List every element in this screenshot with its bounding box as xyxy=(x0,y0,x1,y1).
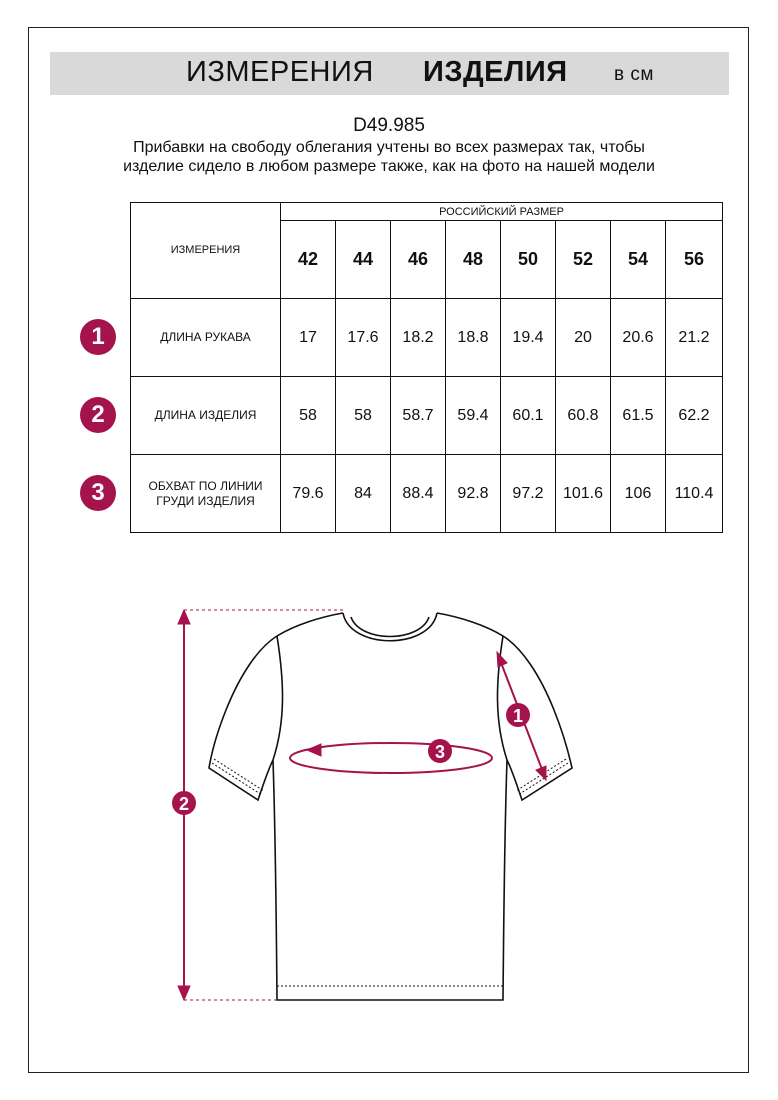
size-header: 52 xyxy=(556,221,611,299)
row-number-badge: 3 xyxy=(80,475,116,511)
table-cell: 20.6 xyxy=(611,299,666,377)
table-cell: 60.1 xyxy=(501,377,556,455)
fit-note: Прибавки на свободу облегания учтены во всех размерах так, чтобы изделие сидело в любом размере также, как на фото на нашей модели xyxy=(123,139,655,175)
row-number-badge: 1 xyxy=(80,319,116,355)
measurement-lines xyxy=(178,610,546,1000)
marker-label: 3 xyxy=(434,742,446,762)
table-cell: 110.4 xyxy=(666,455,723,533)
table-cell: 101.6 xyxy=(556,455,611,533)
corner-label: ИЗМЕРЕНИЯ xyxy=(131,203,281,299)
table-cell: 20 xyxy=(556,299,611,377)
table-cell: 61.5 xyxy=(611,377,666,455)
table-cell: 84 xyxy=(336,455,391,533)
tshirt-outline xyxy=(209,613,572,1000)
diagram-markers xyxy=(172,703,530,815)
table-cell: 17.6 xyxy=(336,299,391,377)
arrow-head-down xyxy=(178,986,190,1000)
table-cell: 58.7 xyxy=(391,377,446,455)
marker-label: 1 xyxy=(512,706,524,726)
table-cell: 62.2 xyxy=(666,377,723,455)
table-cell: 59.4 xyxy=(446,377,501,455)
arrow-head-up xyxy=(497,652,507,667)
size-header: 54 xyxy=(611,221,666,299)
arrow-head-down xyxy=(536,766,546,780)
table-cell: 21.2 xyxy=(666,299,723,377)
table-cell: 92.8 xyxy=(446,455,501,533)
row-label: ОБХВАТ ПО ЛИНИИ ГРУДИ ИЗДЕЛИЯ xyxy=(131,455,281,533)
table-cell: 19.4 xyxy=(501,299,556,377)
size-header: 42 xyxy=(281,221,336,299)
size-header: 48 xyxy=(446,221,501,299)
arrow-head-up xyxy=(178,610,190,624)
table-cell: 18.8 xyxy=(446,299,501,377)
size-header: 50 xyxy=(501,221,556,299)
table-cell: 79.6 xyxy=(281,455,336,533)
size-header: 46 xyxy=(391,221,446,299)
article-code: D49.985 xyxy=(353,115,425,136)
table-cell: 60.8 xyxy=(556,377,611,455)
row-label: ДЛИНА РУКАВА xyxy=(131,299,281,377)
table-cell: 97.2 xyxy=(501,455,556,533)
header-unit: в см xyxy=(614,64,654,85)
header-title-measurements: ИЗМЕРЕНИЯ xyxy=(186,56,374,88)
header-title-garment: ИЗДЕЛИЯ xyxy=(423,56,568,88)
size-header: 44 xyxy=(336,221,391,299)
size-caption: РОССИЙСКИЙ РАЗМЕР xyxy=(281,203,723,221)
marker-label: 2 xyxy=(178,794,190,814)
table-cell: 106 xyxy=(611,455,666,533)
table-cell: 17 xyxy=(281,299,336,377)
table-cell: 58 xyxy=(336,377,391,455)
table-cell: 58 xyxy=(281,377,336,455)
size-header: 56 xyxy=(666,221,723,299)
row-number-badge: 2 xyxy=(80,397,116,433)
arrow-head-left xyxy=(307,744,321,756)
table-cell: 18.2 xyxy=(391,299,446,377)
table-cell: 88.4 xyxy=(391,455,446,533)
row-label: ДЛИНА ИЗДЕЛИЯ xyxy=(131,377,281,455)
